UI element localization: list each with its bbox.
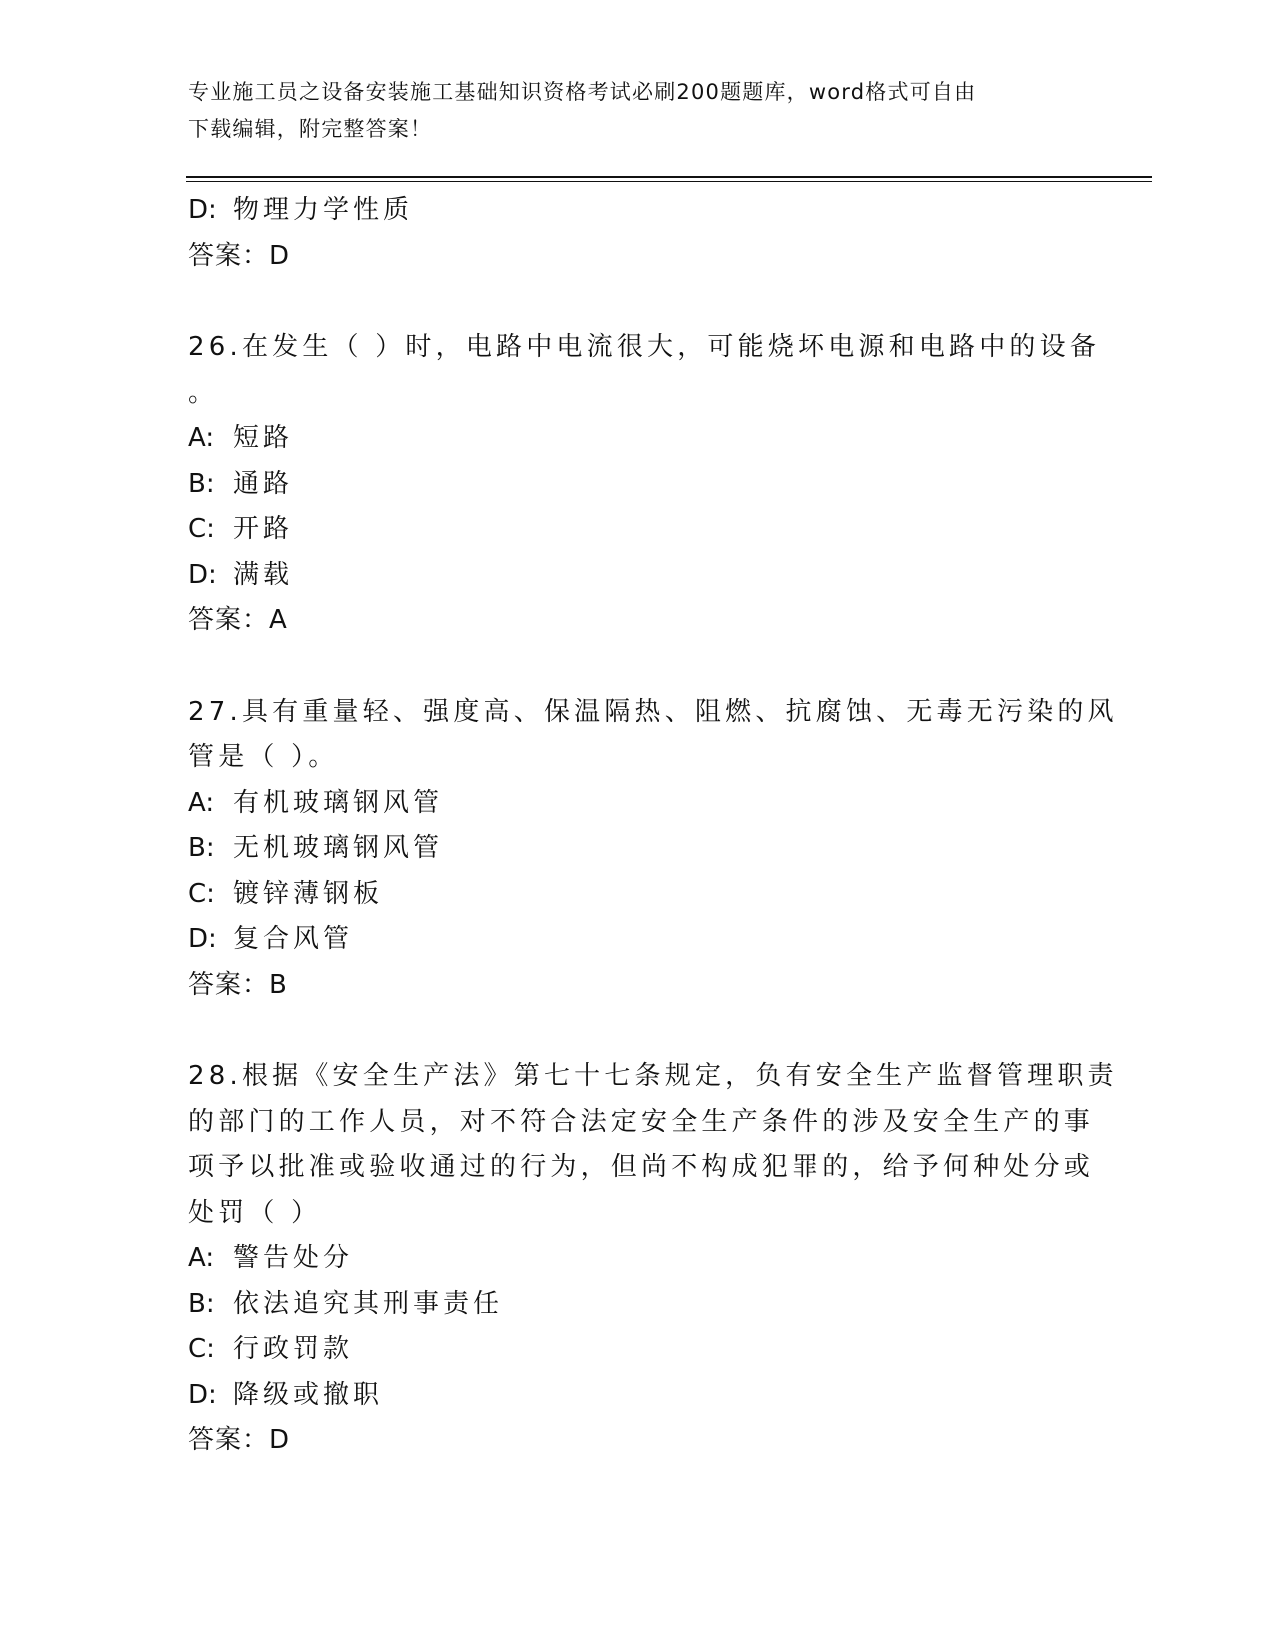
q26-option-c (188, 507, 1088, 553)
q27-option-a (188, 781, 1088, 827)
question-content (188, 188, 1118, 1464)
option-text: 行政罚款 (233, 1334, 354, 1364)
question-line: 项予以批准或验收通过的行为，但尚不构成犯罪的，给予何种处分或 (188, 1152, 1095, 1182)
option-letter: B: (188, 833, 215, 863)
header-line-2: 下载编辑，附完整答案！ (188, 117, 433, 141)
question-28-text (188, 1054, 1118, 1236)
option-text: 复合风管 (233, 924, 354, 954)
option-text: 无机玻璃钢风管 (233, 833, 444, 863)
question-line: 的部门的工作人员，对不符合法定安全生产条件的涉及安全生产的事 (188, 1106, 1095, 1137)
option-letter: D: (188, 195, 217, 225)
option-text: 镀锌薄钢板 (233, 878, 384, 909)
q27-option-b (188, 826, 1088, 872)
question-26-text (188, 325, 1101, 416)
option-letter: B: (188, 468, 215, 499)
question-line: 管是（ ）。 (188, 742, 339, 772)
header-divider-thin (186, 181, 1152, 182)
question-line: 28.根据《安全生产法》第七十七条规定，负有安全生产监督管理职责 (188, 1061, 1118, 1091)
option-text: 有机玻璃钢风管 (233, 787, 444, 818)
q26-option-d (188, 553, 1088, 599)
option-text: 开路 (233, 514, 294, 544)
option-letter: D: (188, 924, 217, 954)
q27-option-d (188, 917, 1088, 963)
q28-option-a (188, 1236, 1088, 1282)
header-line-1: 专业施工员之设备安装施工基础知识资格考试必刷200题题库，word格式可自由 (188, 80, 977, 104)
q26-answer: 答案：A (188, 605, 288, 635)
q28-answer: 答案：D (188, 1425, 291, 1455)
option-letter: A: (188, 423, 215, 453)
option-text: 降级或撤职 (233, 1379, 384, 1410)
option-letter: D: (188, 559, 217, 590)
option-text: 警告处分 (233, 1243, 354, 1273)
question-line: 26.在发生（ ）时，电路中电流很大，可能烧坏电源和电路中的设备 (188, 332, 1101, 362)
option-letter: C: (188, 514, 215, 544)
q26-option-b (188, 462, 1088, 508)
option-letter: B: (188, 1288, 215, 1319)
option-letter: A: (188, 1243, 215, 1273)
option-text: 满载 (233, 559, 294, 590)
option-letter: C: (188, 878, 215, 909)
question-line: 27.具有重量轻、强度高、保温隔热、阻燃、抗腐蚀、无毒无污染的风 (188, 696, 1118, 727)
q26-option-a (188, 416, 1088, 462)
option-letter: A: (188, 787, 215, 818)
question-line: 。 (188, 377, 219, 408)
prev-option-d (188, 188, 1088, 234)
option-letter: C: (188, 1334, 215, 1364)
document-header (188, 74, 1088, 148)
option-letter: D: (188, 1379, 217, 1410)
option-text: 短路 (233, 423, 294, 453)
prev-answer: 答案：D (188, 240, 291, 271)
question-line: 处罚（ ） (188, 1197, 322, 1228)
q27-option-c (188, 872, 1088, 918)
option-text: 物理力学性质 (233, 195, 414, 225)
q27-answer: 答案：B (188, 969, 288, 1000)
q28-option-c (188, 1327, 1088, 1373)
option-text: 通路 (233, 468, 294, 499)
q28-option-b (188, 1282, 1088, 1328)
question-27-text (188, 690, 1118, 781)
q28-option-d (188, 1373, 1088, 1419)
option-text: 依法追究其刑事责任 (233, 1288, 504, 1319)
header-divider-thick (186, 176, 1152, 178)
